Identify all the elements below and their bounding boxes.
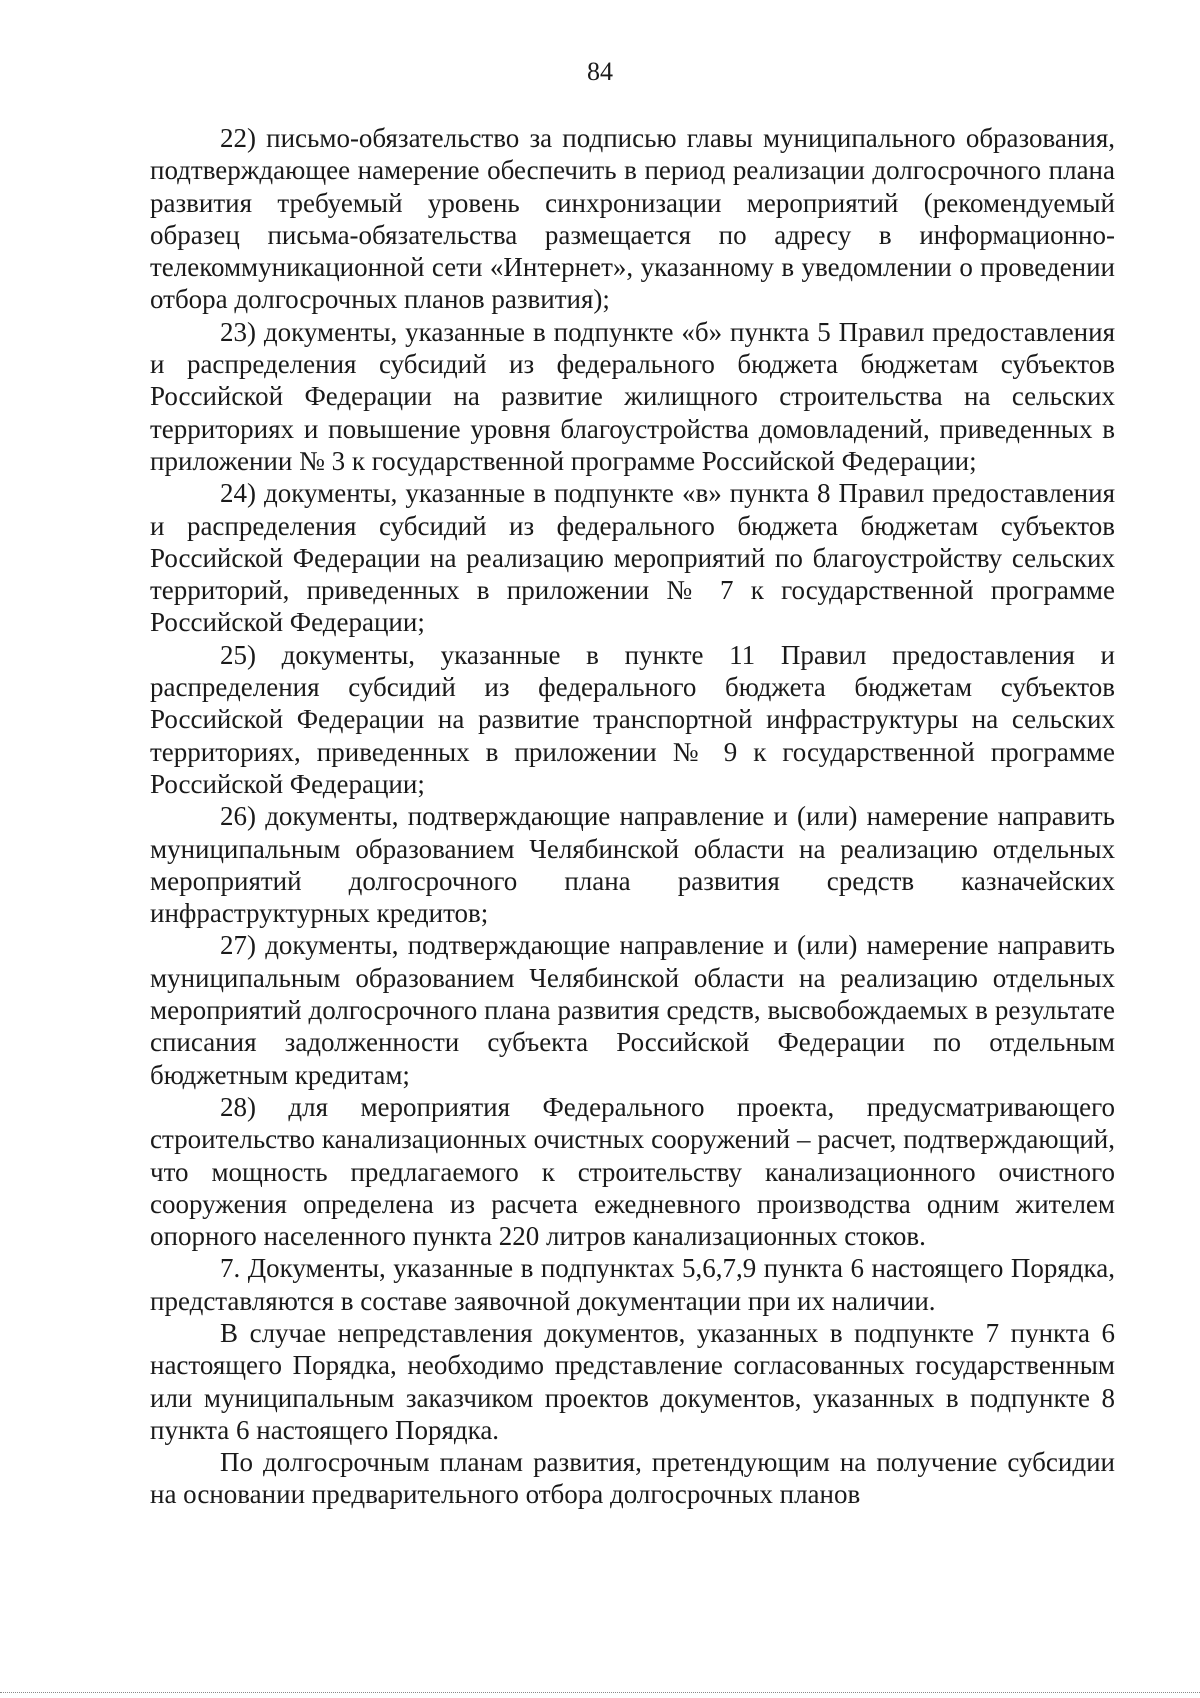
paragraph-item-27: 27) документы, подтверждающие направление и (или) намерение направить муниципальным образованием Челябинской области на реализацию отдельных мероприятий долгосрочного плана развития средств, высвобождаемых в результате списания задолженности субъекта Российской Федерации по отдельным бюджетным кредитам; — [150, 930, 1115, 1090]
paragraph-item-22: 22) письмо-обязательство за подписью главы муниципального образования, подтверждающее намерение обеспечить в период реализации долгосрочного плана развития требуемый уровень синхронизации мероприятий (рекомендуемый образец письма-обязательства размещается по адресу в информационно-телекоммуникационной сети «Интернет», указанному в уведомлении о проведении отбора долгосрочных планов развития); — [150, 123, 1115, 315]
page-number: 84 — [587, 57, 613, 86]
paragraph-item-28: 28) для мероприятия Федерального проекта, предусматривающего строительство канализационных очистных сооружений – расчет, подтверждающий, что мощность предлагаемого к строительству канализационного очистного сооружения определена из расчета ежедневного производства одним жителем опорного населенного пункта 220 литров канализационных стоков. — [150, 1091, 1115, 1252]
paragraph-clause-7: 7. Документы, указанные в подпунктах 5,6,7,9 пункта 6 настоящего Порядка, представляются в составе заявочной документации при их наличии. — [150, 1253, 1115, 1316]
document-body — [150, 122, 1115, 1511]
paragraph-item-23: 23) документы, указанные в подпункте «б» пункта 5 Правил предоставления и распределения субсидий из федерального бюджета бюджетам субъектов Российской Федерации на развитие жилищного строительства на сельских территориях и повышение уровня благоустройства домовладений, приведенных в приложении № 3 к государственной программе Российской Федерации; — [150, 316, 1115, 476]
paragraph-long-term-plans: По долгосрочным планам развития, претендующим на получение субсидии на основании предварительного отбора долгосрочных планов — [150, 1447, 1115, 1510]
scan-edge-divider — [0, 1692, 1200, 1693]
paragraph-item-26: 26) документы, подтверждающие направление и (или) намерение направить муниципальным образованием Челябинской области на реализацию отдельных мероприятий долгосрочного плана развития средств казначейских инфраструктурных кредитов; — [150, 801, 1115, 929]
paragraph-missing-documents: В случае непредставления документов, указанных в подпункте 7 пункта 6 настоящего Порядка, необходимо представление согласованных государственным или муниципальным заказчиком проектов документов, указанных в подпункте 8 пункта 6 настоящего Порядка. — [150, 1317, 1115, 1445]
paragraph-item-24: 24) документы, указанные в подпункте «в» пункта 8 Правил предоставления и распределения субсидий из федерального бюджета бюджетам субъектов Российской Федерации на реализацию мероприятий по благоустройству сельских территорий, приведенных в приложении № 7 к государственной программе Российской Федерации; — [150, 478, 1115, 638]
paragraph-item-25: 25) документы, указанные в пункте 11 Правил предоставления и распределения субсидий из федерального бюджета бюджетам субъектов Российской Федерации на развитие транспортной инфраструктуры на сельских территориях, приведенных в приложении № 9 к государственной программе Российской Федерации; — [150, 639, 1115, 799]
